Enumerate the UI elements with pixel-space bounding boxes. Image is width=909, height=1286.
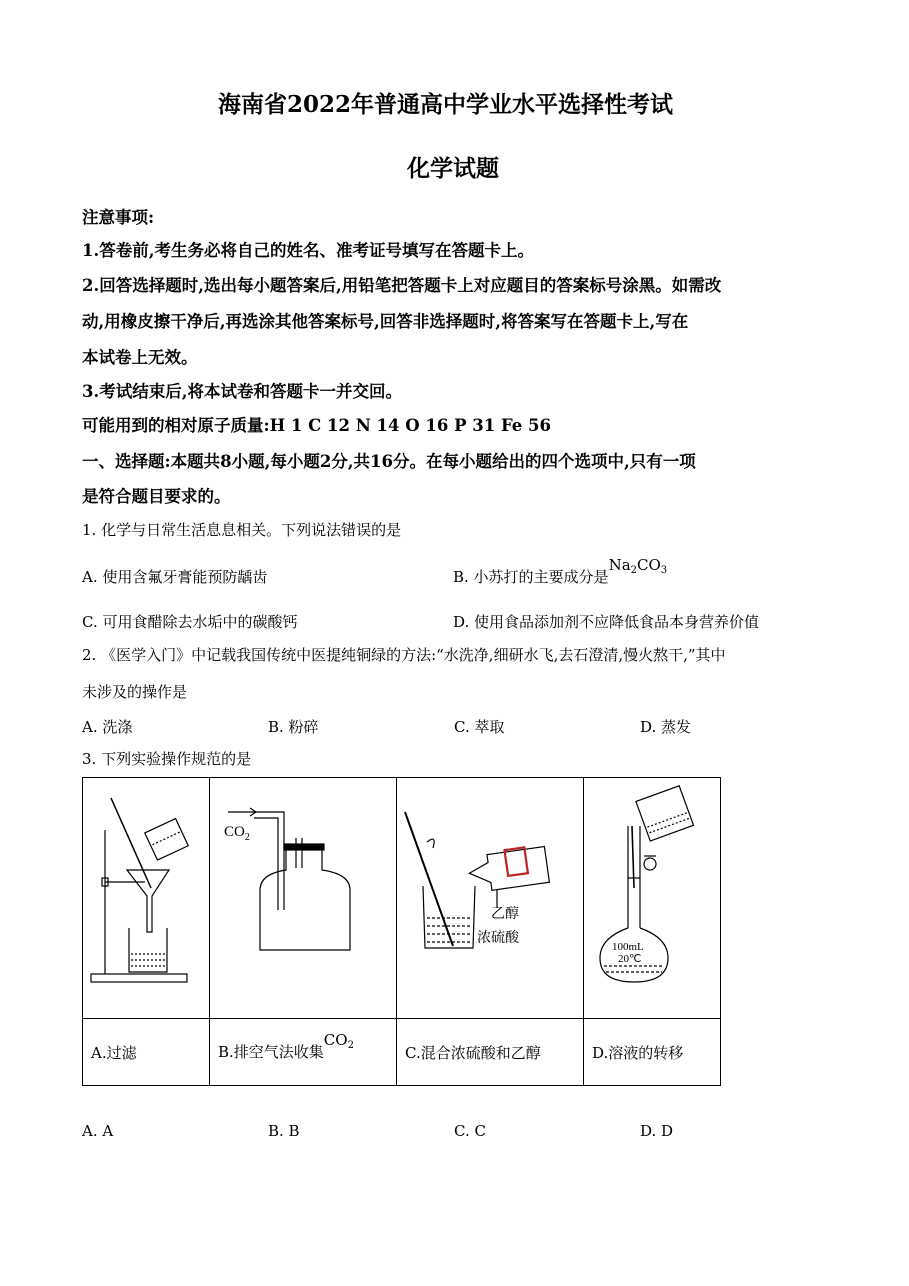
atomic-mass: 可能用到的相对原子质量:H 1 C 12 N 14 O 16 P 31 Fe 56 xyxy=(82,416,551,435)
q1-option-d: D. 使用食品添加剂不应降低食品本身营养价值 xyxy=(453,613,760,631)
caption-b: B.排空气法收集$CO_2$ xyxy=(210,1019,397,1086)
notice-item-3: 3.考试结束后,将本试卷和答题卡一并交回。 xyxy=(82,382,402,401)
notice-item-2-line-2: 动,用橡皮擦干净后,再选涂其他答案标号,回答非选择题时,将答案写在答题卡上,写在 xyxy=(82,312,689,331)
figure-b-co2-label: $CO_2$ xyxy=(224,824,250,843)
notice-item-2-line-1: 2.回答选择题时,选出每小题答案后,用铅笔把答题卡上对应题目的答案标号涂黑。如需改 xyxy=(82,276,722,295)
q3-option-c: C. C xyxy=(454,1122,486,1140)
q1-option-b-text: B. 小苏打的主要成分是 xyxy=(453,568,609,586)
q2-stem-line-2: 未涉及的操作是 xyxy=(82,683,188,701)
caption-d: D.溶液的转移 xyxy=(584,1019,721,1086)
q2-option-a: A. 洗涤 xyxy=(82,718,133,736)
q3-option-d: D. D xyxy=(640,1122,674,1140)
q2-option-c: C. 萃取 xyxy=(454,718,505,736)
figure-c-ethanol-label: 乙醇 xyxy=(491,906,519,922)
figure-d-temperature-label: 20℃ xyxy=(618,953,642,965)
page-title: 海南省2022年普通高中学业水平选择性考试 xyxy=(218,91,674,118)
figure-mixing xyxy=(397,778,584,1019)
experiment-table xyxy=(82,777,721,1086)
filtration-apparatus-icon xyxy=(83,778,209,1014)
volumetric-flask-icon xyxy=(584,778,720,1014)
notice-item-1: 1.答卷前,考生务必将自己的姓名、准考证号填写在答题卡上。 xyxy=(82,241,534,260)
mixing-apparatus-icon xyxy=(397,778,583,1014)
section-heading-line-2: 是符合题目要求的。 xyxy=(82,487,231,506)
figure-filtration xyxy=(83,778,210,1019)
figure-d-volume-label: 100mL xyxy=(612,941,644,953)
caption-b-formula: $CO_2$ xyxy=(323,1031,354,1051)
q2-option-d: D. 蒸发 xyxy=(640,718,692,736)
caption-c: C.混合浓硫酸和乙醇 xyxy=(397,1019,584,1086)
q2-stem-line-1: 2. 《医学入门》中记载我国传统中医提纯铜绿的方法:“水洗净,细研水飞,去石澄清,慢火熬干,”其中 xyxy=(82,646,726,664)
notice-heading: 注意事项: xyxy=(82,208,155,227)
caption-a: A.过滤 xyxy=(83,1019,210,1086)
q1-option-b-formula: $Na_2CO_3$ xyxy=(608,556,668,576)
figure-solution-transfer xyxy=(584,778,721,1019)
figure-gas-collection xyxy=(210,778,397,1019)
notice-item-2-line-3: 本试卷上无效。 xyxy=(82,348,198,367)
q3-option-b: B. B xyxy=(268,1122,300,1140)
figure-c-acid-label: 浓硫酸 xyxy=(477,930,519,946)
q1-option-b xyxy=(453,556,668,588)
q2-option-b: B. 粉碎 xyxy=(268,718,319,736)
q1-option-c: C. 可用食醋除去水垢中的碳酸钙 xyxy=(82,613,298,631)
gas-bottle-icon xyxy=(210,778,396,1014)
q3-stem: 3. 下列实验操作规范的是 xyxy=(82,750,252,768)
page-subtitle: 化学试题 xyxy=(407,155,499,182)
q1-stem: 1. 化学与日常生活息息相关。下列说法错误的是 xyxy=(82,521,402,539)
section-heading-line-1: 一、选择题:本题共8小题,每小题2分,共16分。在每小题给出的四个选项中,只有一项 xyxy=(82,452,696,471)
q3-option-a: A. A xyxy=(82,1122,114,1140)
q1-option-a: A. 使用含氟牙膏能预防龋齿 xyxy=(82,568,268,586)
